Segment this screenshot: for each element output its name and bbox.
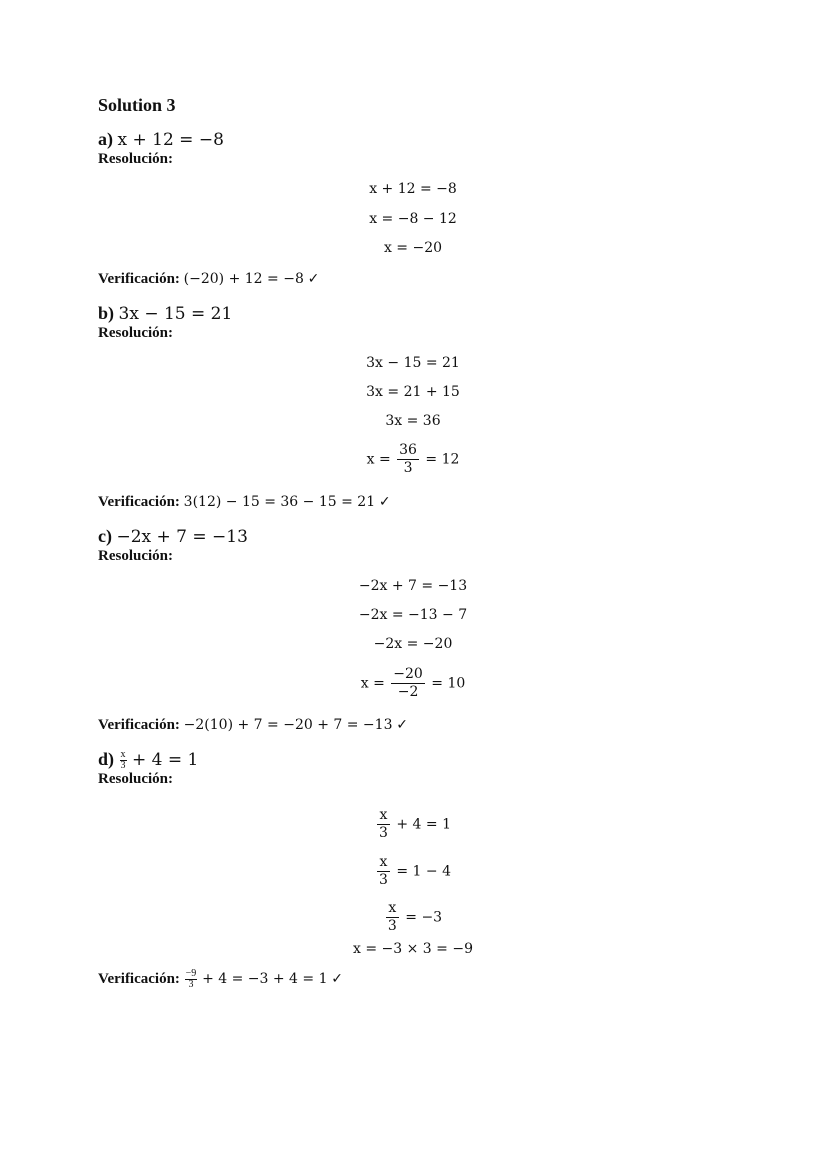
problem-d-step-3-suffix: = −3 xyxy=(405,909,443,926)
checkmark-icon: ✓ xyxy=(307,271,320,287)
problem-b-step-1: 3x − 15 = 21 xyxy=(366,355,460,371)
fraction-numerator: x xyxy=(377,854,390,872)
problem-b-step-4-prefix: x = xyxy=(366,451,391,468)
problem-d-verification xyxy=(98,969,343,990)
problem-a-verification xyxy=(98,270,319,288)
problem-a-resolution-label: Resolución: xyxy=(98,151,173,167)
problem-d-equation-fraction xyxy=(120,750,127,771)
problem-d-step-1-suffix: + 4 = 1 xyxy=(396,816,451,833)
problem-d-resolution-label: Resolución: xyxy=(98,771,173,787)
checkmark-icon: ✓ xyxy=(378,494,391,510)
problem-b-letter: b) xyxy=(98,303,115,323)
fraction-numerator: x xyxy=(120,749,126,761)
problem-a-statement xyxy=(98,128,224,151)
fraction-denominator: 3 xyxy=(120,760,126,772)
problem-d-statement xyxy=(98,748,198,771)
problem-d-verification-fraction xyxy=(185,969,198,990)
problem-d-step-1-fraction xyxy=(377,807,390,842)
problem-c-letter: c) xyxy=(98,526,112,546)
fraction-denominator: 3 xyxy=(378,872,388,888)
problem-d-step-2-suffix: = 1 − 4 xyxy=(396,863,451,880)
problem-c-verification xyxy=(98,716,408,734)
fraction-numerator: 36 xyxy=(399,442,417,458)
problem-b-statement xyxy=(98,302,232,325)
problem-a-step-1: x + 12 = −8 xyxy=(369,181,457,197)
problem-d-step-3-fraction xyxy=(386,900,399,935)
fraction-denominator: 3 xyxy=(188,979,194,990)
problem-d-verification-label: Verificación: xyxy=(98,970,180,987)
fraction-numerator: −20 xyxy=(393,666,423,682)
problem-a-step-2: x = −8 − 12 xyxy=(369,211,457,227)
problem-c-step-4 xyxy=(98,666,728,701)
checkmark-icon: ✓ xyxy=(331,970,343,987)
problem-b-equation: 3x − 15 = 21 xyxy=(118,304,233,324)
problem-c-step-4-fraction xyxy=(391,666,425,701)
problem-d-letter: d) xyxy=(98,749,115,769)
problem-b-resolution-label: Resolución: xyxy=(98,325,173,341)
problem-c-resolution-label: Resolución: xyxy=(98,548,173,564)
problem-c-step-1: −2x + 7 = −13 xyxy=(358,578,468,594)
fraction-numerator: −9 xyxy=(185,968,197,979)
fraction-numerator: x xyxy=(386,900,399,918)
page-title: Solution 3 xyxy=(98,95,176,115)
problem-a-verification-label: Verificación: xyxy=(98,271,180,287)
problem-b-step-3: 3x = 36 xyxy=(385,413,441,429)
problem-c-statement xyxy=(98,525,248,548)
problem-b-step-4-fraction xyxy=(397,442,419,477)
problem-d-step-4: x = −3 × 3 = −9 xyxy=(353,941,473,957)
problem-c-verification-expression: −2(10) + 7 = −20 + 7 = −13 xyxy=(183,717,393,733)
problem-c-step-4-suffix: = 10 xyxy=(431,675,466,692)
problem-b-verification-expression: 3(12) − 15 = 36 − 15 = 21 xyxy=(183,494,376,510)
problem-d-step-2-fraction xyxy=(377,854,390,889)
problem-c-verification-label: Verificación: xyxy=(98,717,180,733)
fraction-denominator: 3 xyxy=(403,460,413,476)
problem-b-step-4-suffix: = 12 xyxy=(425,451,460,468)
checkmark-icon: ✓ xyxy=(396,717,408,733)
problem-c-step-2: −2x = −13 − 7 xyxy=(358,607,468,623)
problem-c-step-4-prefix: x = xyxy=(360,675,385,692)
problem-c-step-3: −2x = −20 xyxy=(373,636,453,652)
problem-d-step-2 xyxy=(98,854,728,889)
problem-d-verification-expression: + 4 = −3 + 4 = 1 xyxy=(202,970,328,987)
problem-d-step-3 xyxy=(98,900,728,935)
problem-d-equation-suffix: + 4 = 1 xyxy=(132,750,199,770)
fraction-denominator: 3 xyxy=(378,825,388,841)
problem-d-step-1 xyxy=(98,807,728,842)
problem-b-step-2: 3x = 21 + 15 xyxy=(366,384,460,400)
fraction-denominator: 3 xyxy=(387,918,397,934)
problem-a-letter: a) xyxy=(98,129,113,149)
problem-a-equation: x + 12 = −8 xyxy=(117,130,224,150)
problem-b-step-4 xyxy=(98,442,728,477)
problem-b-verification xyxy=(98,493,391,511)
problem-c-equation: −2x + 7 = −13 xyxy=(116,527,248,547)
problem-b-verification-label: Verificación: xyxy=(98,494,180,510)
problem-a-verification-expression: (−20) + 12 = −8 xyxy=(183,271,304,287)
fraction-numerator: x xyxy=(377,807,390,825)
problem-a-step-3: x = −20 xyxy=(383,240,443,256)
fraction-denominator: −2 xyxy=(397,684,419,700)
